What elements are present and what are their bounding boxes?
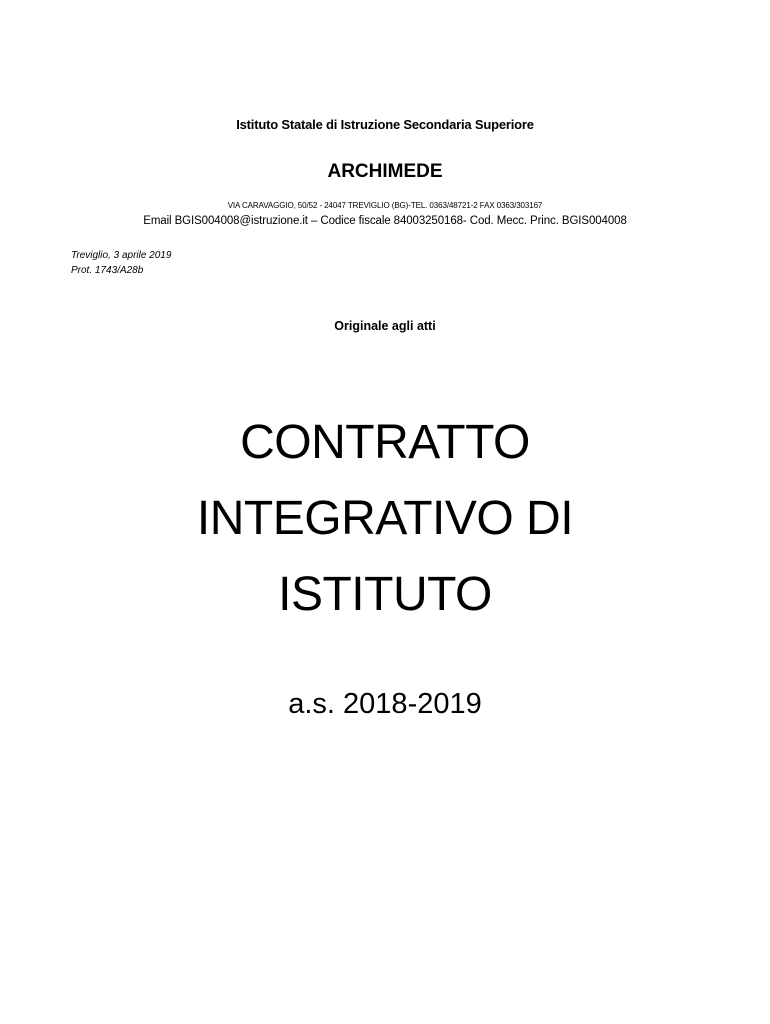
document-date: Treviglio, 3 aprile 2019 — [71, 250, 172, 261]
institute-type: Istituto Statale di Istruzione Secondaria Superiore — [236, 117, 534, 132]
title-line: ISTITUTO — [278, 568, 492, 621]
title-line: CONTRATTO — [240, 416, 530, 469]
school-contacts: Email BGIS004008@istruzione.it – Codice fiscale 84003250168- Cod. Mecc. Princ. BGIS004008 — [143, 215, 627, 227]
protocol-number: Prot. 1743/A28b — [71, 265, 144, 276]
document-title — [0, 405, 770, 633]
title-line: INTEGRATIVO DI — [196, 492, 574, 545]
school-address: VIA CARAVAGGIO, 50/52 - 24047 TREVIGLIO (BG)-TEL. 0363/48721-2 FAX 0363/303167 — [227, 201, 543, 210]
original-note: Originale agli atti — [334, 319, 436, 333]
school-name: ARCHIMEDE — [327, 161, 443, 182]
school-year: a.s. 2018-2019 — [288, 688, 482, 720]
